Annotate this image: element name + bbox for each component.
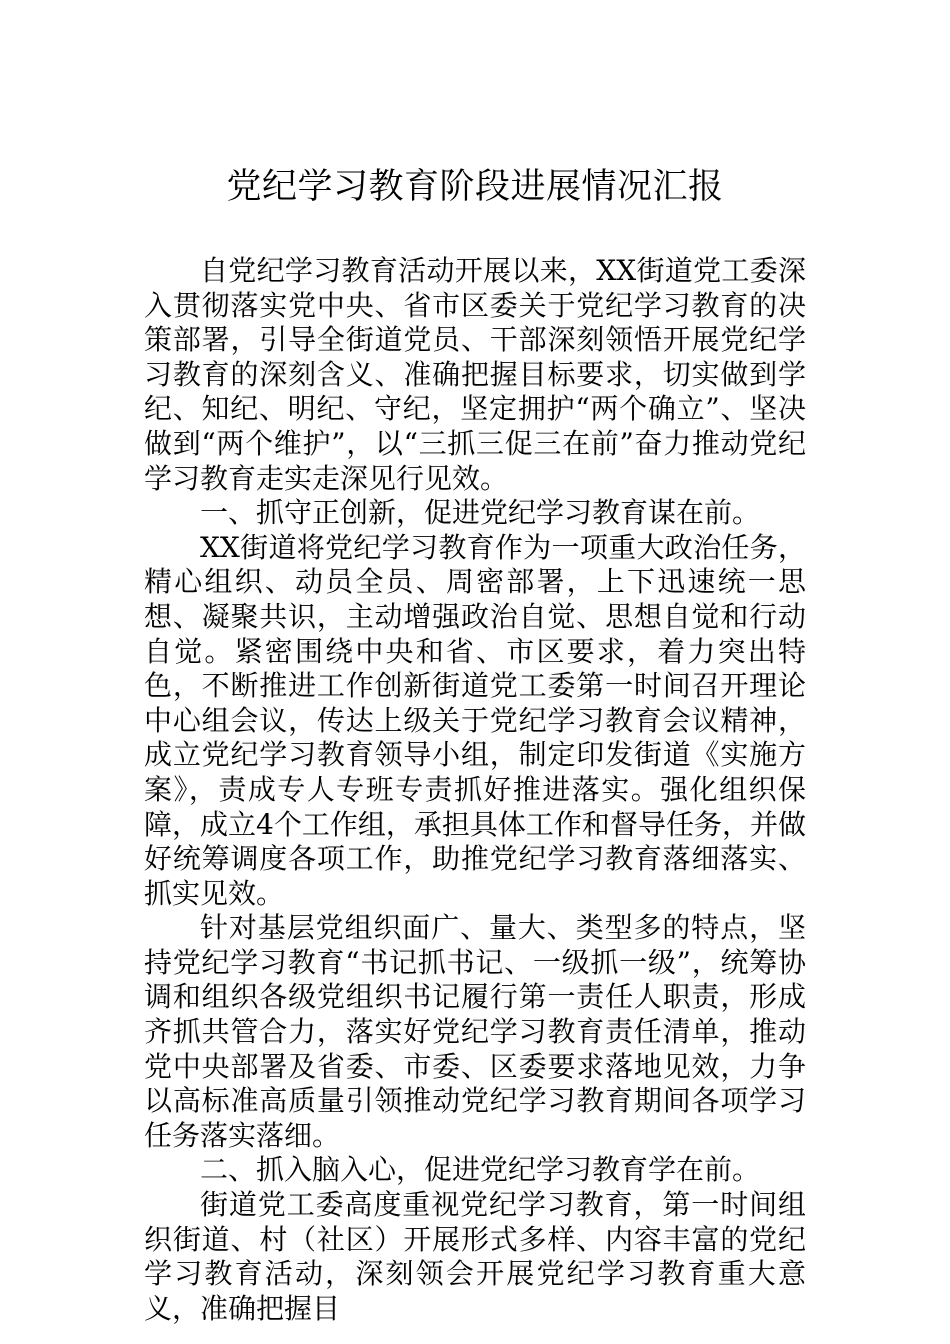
document-title: 党纪学习教育阶段进展情况汇报 bbox=[226, 167, 724, 207]
section-heading: 二、抓入脑入心，促进党纪学习教育学在前。 bbox=[200, 1153, 761, 1187]
paragraph: 街道党工委高度重视党纪学习教育，第一时间组织街道、村（社区）开展形式多样、内容丰富的党纪学习教育活动，深刻领会开展党纪学习教育重大意义，准确把握目 bbox=[144, 1188, 806, 1325]
section-heading: 一、抓守正创新，促进党纪学习教育谋在前。 bbox=[200, 496, 761, 530]
document-body bbox=[144, 254, 806, 1326]
paragraph: XX街道将党纪学习教育作为一项重大政治任务，精心组织、动员全员、周密部署，上下迅速统一思想、凝聚共识，主动增强政治自觉、思想自觉和行动自觉。紧密围绕中央和省、市区要求，着力突出特色，不断推进工作创新街道党工委第一时间召开理论中心组会议，传达上级关于党纪学习教育会议精神，成立党纪学习教育领导小组，制定印发街道《实施方案》，责成专人专班专责抓好推进落实。强化组织保障，成立4个工作组，承担具体工作和督导任务，并做好统筹调度各项工作，助推党纪学习教育落细落实、抓实见效。 bbox=[144, 530, 806, 910]
paragraph: 针对基层党组织面广、量大、类型多的特点，坚持党纪学习教育“书记抓书记、一级抓一级”，统筹协调和组织各级党组织书记履行第一责任人职责，形成齐抓共管合力，落实好党纪学习教育责任清单，推动党中央部署及省委、市委、区委要求落地见效，力争以高标准高质量引领推动党纪学习教育期间各项学习任务落实落细。 bbox=[144, 911, 806, 1152]
paragraph: 自党纪学习教育活动开展以来，XX街道党工委深入贯彻落实党中央、省市区委关于党纪学习教育的决策部署，引导全街道党员、干部深刻领悟开展党纪学习教育的深刻含义、准确把握目标要求，切实做到学纪、知纪、明纪、守纪，坚定拥护“两个确立”、坚决做到“两个维护”，以“三抓三促三在前”奋力推动党纪学习教育走实走深见行见效。 bbox=[144, 254, 806, 495]
